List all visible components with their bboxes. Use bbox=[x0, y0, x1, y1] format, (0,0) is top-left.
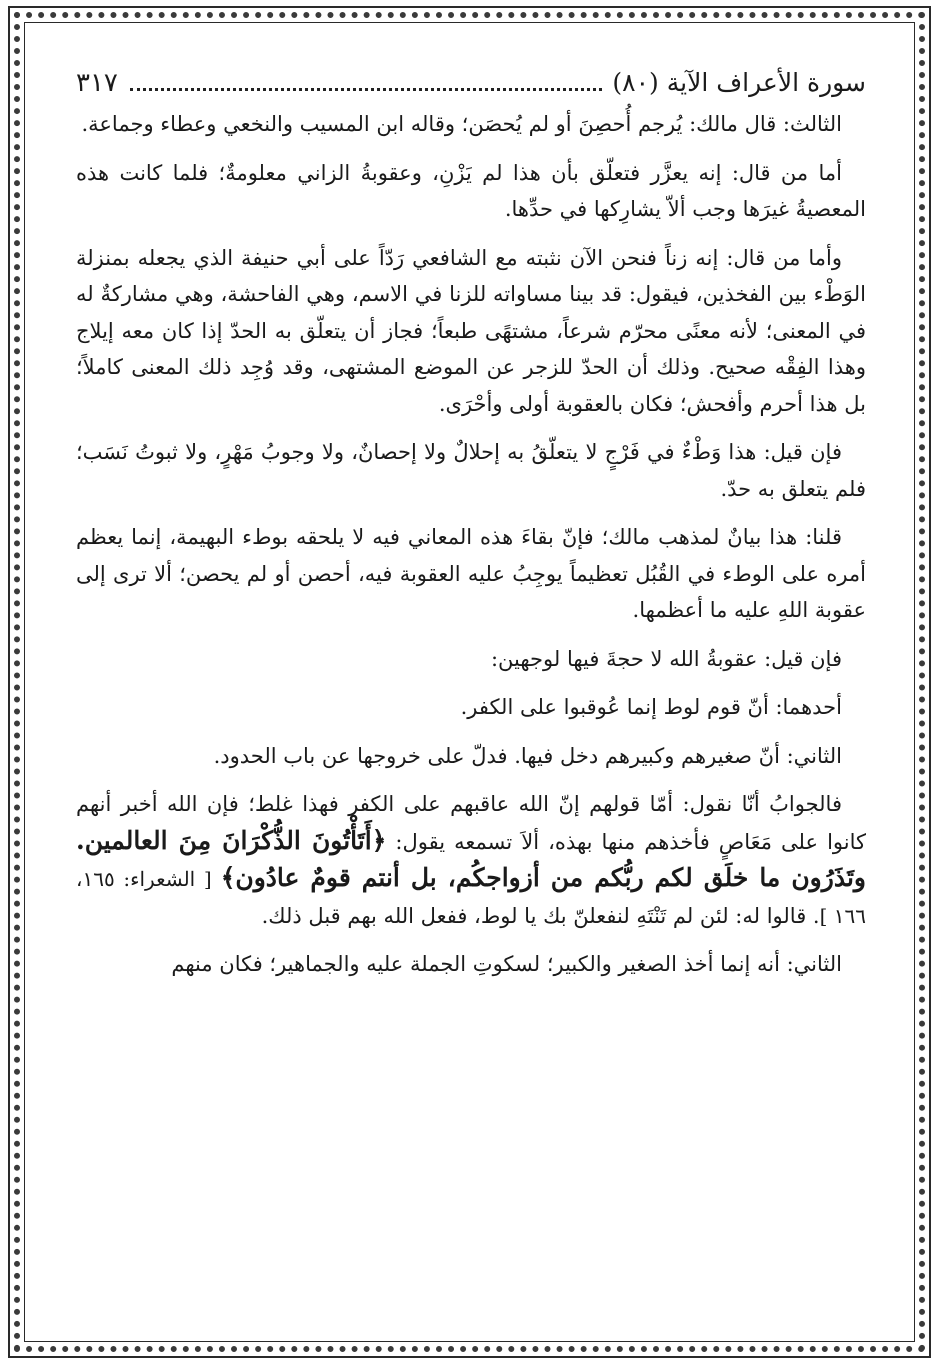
paragraph-5: قلنا: هذا بيانٌ لمذهب مالك؛ فإنّ بقاءَ هذه المعاني فيه لا يلحقه بوطء البهيمة، إنما يعظم أمره على الوطء في القُبُل تعظيماً يوجِبُ عليه العقوبة فيه، أحصن أو لم يحصن؛ ألا ترى إلى عقوبة اللهِ عليه ما أعظمها. bbox=[76, 525, 866, 622]
paragraph-9 bbox=[76, 786, 866, 934]
paragraph-10: الثاني: أنه إنما أخذ الصغير والكبير؛ لسكوتِ الجملة عليه والجماهير؛ فكان منهم bbox=[171, 952, 842, 976]
header-leader-dots bbox=[130, 87, 603, 91]
page-number: ٣١٧ bbox=[76, 68, 118, 98]
running-header bbox=[76, 66, 866, 106]
paragraph-6: فإن قيل: عقوبةُ الله لا حجةَ فيها لوجهين: bbox=[490, 646, 842, 671]
quran-verse: ﴿أَتَأْتُونَ الذُّكْرَانَ مِنَ العالمين. وتَذَرُون ما خلَق لكم ربُّكم من أزواجكُم، بل أنتم قومٌ عادُون﴾ bbox=[76, 825, 866, 892]
paragraph-2: أما من قال: إنه يعزَّر فتعلّق بأن هذا لم يَزْنِ، وعقوبةُ الزاني معلومةٌ؛ فلما كانت هذه المعصيةُ غيرَها وجب ألاّ يشارِكها في حدِّها. bbox=[76, 160, 866, 221]
paragraph-7: أحدهما: أنّ قوم لوط إنما عُوقبوا على الكفر. bbox=[460, 695, 842, 719]
page-content bbox=[76, 66, 866, 1286]
paragraph-9-intro: فالجوابُ أنّا نقول: أمّا قولهم إنّ الله عاقبهم على الكفر فهذا غلط؛ فإن الله أخبر أنهم كانوا على مَعَاصٍ فأخذهم منها بهذه، ألاَ تسمعه يقول: bbox=[76, 792, 866, 854]
verse-citation: [ الشعراء: ١٦٥، ١٦٦ ] bbox=[76, 867, 866, 928]
paragraph-4: فإن قيل: هذا وَطْءٌ في فَرْجٍ لا يتعلّقُ به إحلالٌ ولا إحصانٌ، ولا وجوبُ مَهْرٍ، ولا ثبوتُ نَسَب؛ فلم يتعلق به حدّ. bbox=[76, 440, 866, 501]
paragraph-1: الثالث: قال مالك: يُرجم أُحصِنَ أو لم يُحصَن؛ وقاله ابن المسيب والنخعي وعطاء وجماعة. bbox=[81, 112, 842, 136]
paragraph-9-rest: . قالوا له: لئن لم تَنْتَهِ لنفعلنّ بك يا لوط، ففعل الله بهم قبل ذلك. bbox=[261, 903, 820, 928]
paragraph-3: وأما من قال: إنه زناً فنحن الآن نثبته مع الشافعي رَدّاً على أبي حنيفة الذي يجعله بمنزلة الوَطْء بين الفخذين، فيقول: قد بينا مساواته للزنا في الاسم، وهي الفاحشة، وهي مشاركةٌ له في المعنى؛ لأنه معنًى محرّم شرعاً، مشتهًى طبعاً؛ فجاز أن يتعلّق به الحدّ إذا كان معه إيلاج وهذا الفِقْه صحيح. وذلك أن الحدّ للزجر عن الموضع المشتهى، وقد وُجِد ذلك المعنى كاملاً؛ بل هذا أحرم وأفحش؛ فكان بالعقوبة أولى وأحْرَى. bbox=[76, 245, 866, 416]
paragraph-8: الثاني: أنّ صغيرهم وكبيرهم دخل فيها. فدلّ على خروجها عن باب الحدود. bbox=[213, 743, 842, 768]
header-title: سورة الأعراف الآية (٨٠) bbox=[612, 68, 866, 97]
